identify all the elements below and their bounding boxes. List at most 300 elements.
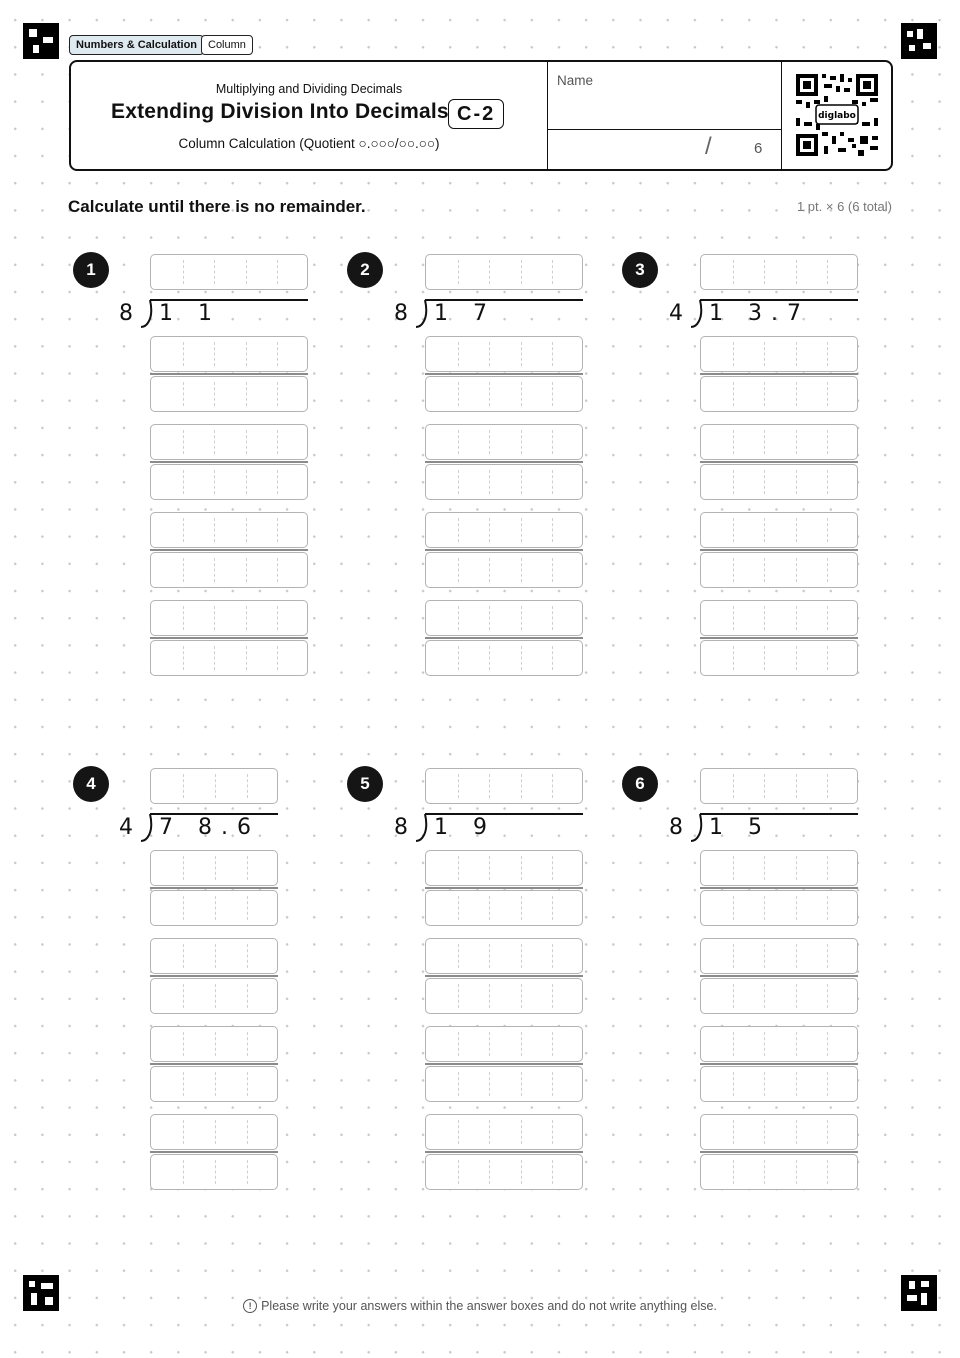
subtraction-line [150, 887, 278, 889]
answer-cell-divider [246, 646, 247, 670]
subtraction-line [700, 975, 858, 977]
dividend-value: 1 7 [434, 301, 496, 326]
answer-cell-divider [277, 518, 278, 542]
answer-cell-divider [183, 774, 184, 798]
work-row-box[interactable] [150, 464, 308, 500]
work-row-box[interactable] [150, 938, 278, 974]
divisor-value: 8 [119, 301, 133, 326]
unit-subtitle: Multiplying and Dividing Decimals [215, 82, 403, 96]
answer-cell-divider [796, 558, 797, 582]
answer-cell-divider [796, 856, 797, 880]
answer-cell-divider [247, 1160, 248, 1184]
answer-cell-divider [796, 944, 797, 968]
answer-cell-divider [827, 1120, 828, 1144]
answer-cell-divider [764, 558, 765, 582]
score-field[interactable] [547, 130, 782, 169]
answer-cell-divider [183, 1072, 184, 1096]
answer-cell-divider [489, 518, 490, 542]
answer-cell-divider [277, 382, 278, 406]
answer-cell-divider [247, 1072, 248, 1096]
answer-cell-divider [796, 984, 797, 1008]
answer-cell-divider [796, 896, 797, 920]
answer-cell-divider [458, 558, 459, 582]
answer-cell-divider [489, 382, 490, 406]
problem-number-badge: 2 [347, 252, 383, 288]
answer-cell-divider [521, 260, 522, 284]
answer-cell-divider [246, 606, 247, 630]
answer-cell-divider [489, 774, 490, 798]
work-row-box[interactable] [700, 1026, 858, 1062]
answer-cell-divider [827, 856, 828, 880]
answer-cell-divider [827, 606, 828, 630]
answer-cell-divider [183, 430, 184, 454]
work-row-box[interactable] [700, 512, 858, 548]
work-row-box[interactable] [150, 850, 278, 886]
answer-cell-divider [552, 646, 553, 670]
answer-cell-divider [733, 382, 734, 406]
answer-cell-divider [552, 1120, 553, 1144]
qr-label: diglabo [818, 111, 856, 121]
answer-cell-divider [277, 260, 278, 284]
answer-cell-divider [489, 896, 490, 920]
answer-cell-divider [764, 518, 765, 542]
work-row-box[interactable] [700, 978, 858, 1014]
answer-cell-divider [796, 774, 797, 798]
subtraction-line [150, 1063, 278, 1065]
answer-cell-divider [214, 518, 215, 542]
name-label: Name [557, 73, 594, 88]
answer-cell-divider [521, 430, 522, 454]
answer-cell-divider [214, 606, 215, 630]
format-tag: Column [201, 35, 253, 55]
work-row-box[interactable] [150, 424, 308, 460]
work-row-box[interactable] [700, 464, 858, 500]
answer-cell-divider [764, 260, 765, 284]
answer-cell-divider [458, 896, 459, 920]
answer-cell-divider [733, 558, 734, 582]
answer-cell-divider [552, 1072, 553, 1096]
worksheet-code: C-2 [448, 99, 504, 129]
corner-marker-top-left [23, 23, 59, 59]
work-row-box[interactable] [700, 336, 858, 372]
divisor-value: 4 [119, 815, 133, 840]
answer-cell-divider [183, 1120, 184, 1144]
problem-number-badge: 6 [622, 766, 658, 802]
answer-cell-divider [521, 646, 522, 670]
work-row-box[interactable] [700, 850, 858, 886]
dividend-value: 1 3.7 [709, 301, 810, 326]
work-row-box[interactable] [425, 1066, 583, 1102]
divisor-value: 8 [394, 815, 408, 840]
answer-cell-divider [796, 470, 797, 494]
answer-cell-divider [764, 944, 765, 968]
answer-cell-divider [247, 944, 248, 968]
answer-cell-divider [796, 1160, 797, 1184]
answer-cell-divider [764, 1072, 765, 1096]
answer-cell-divider [552, 896, 553, 920]
answer-cell-divider [827, 558, 828, 582]
header-title-area [71, 62, 547, 169]
answer-cell-divider [489, 1072, 490, 1096]
answer-cell-divider [552, 382, 553, 406]
name-field[interactable] [547, 62, 782, 130]
answer-cell-divider [215, 1160, 216, 1184]
answer-cell-divider [183, 382, 184, 406]
answer-cell-divider [489, 944, 490, 968]
work-row-box[interactable] [150, 890, 278, 926]
answer-cell-divider [183, 646, 184, 670]
answer-cell-divider [458, 944, 459, 968]
answer-cell-divider [183, 260, 184, 284]
answer-cell-divider [214, 558, 215, 582]
division-bracket [140, 813, 154, 843]
answer-cell-divider [764, 984, 765, 1008]
answer-cell-divider [796, 1072, 797, 1096]
work-row-box[interactable] [425, 1154, 583, 1190]
subtraction-line [150, 461, 308, 463]
answer-cell-divider [827, 1072, 828, 1096]
answer-cell-divider [521, 518, 522, 542]
division-bracket [690, 813, 704, 843]
work-row-box[interactable] [700, 1154, 858, 1190]
answer-cell-divider [215, 1120, 216, 1144]
footer-note [0, 1299, 960, 1313]
work-row-box[interactable] [425, 938, 583, 974]
answer-cell-divider [489, 430, 490, 454]
answer-cell-divider [458, 430, 459, 454]
answer-cell-divider [733, 944, 734, 968]
subtraction-line [150, 1151, 278, 1153]
answer-cell-divider [246, 518, 247, 542]
answer-cell-divider [214, 470, 215, 494]
work-row-box[interactable] [150, 600, 308, 636]
answer-cell-divider [183, 606, 184, 630]
work-row-box[interactable] [150, 376, 308, 412]
subtraction-line [425, 887, 583, 889]
answer-cell-divider [521, 470, 522, 494]
answer-cell-divider [827, 518, 828, 542]
answer-cell-divider [733, 342, 734, 366]
answer-cell-divider [796, 342, 797, 366]
answer-cell-divider [215, 944, 216, 968]
answer-cell-divider [764, 430, 765, 454]
divisor-value: 8 [394, 301, 408, 326]
worksheet-header [69, 60, 893, 171]
answer-cell-divider [214, 430, 215, 454]
answer-cell-divider [521, 382, 522, 406]
answer-cell-divider [247, 774, 248, 798]
answer-cell-divider [552, 470, 553, 494]
answer-cell-divider [552, 1032, 553, 1056]
answer-cell-divider [552, 558, 553, 582]
answer-cell-divider [521, 944, 522, 968]
answer-cell-divider [733, 1032, 734, 1056]
answer-cell-divider [277, 646, 278, 670]
answer-cell-divider [215, 856, 216, 880]
problem-number-badge: 3 [622, 252, 658, 288]
answer-cell-divider [552, 1160, 553, 1184]
subtraction-line [425, 373, 583, 375]
subtraction-line [700, 887, 858, 889]
answer-cell-divider [489, 856, 490, 880]
answer-cell-divider [764, 856, 765, 880]
problem-number-badge: 4 [73, 766, 109, 802]
answer-cell-divider [489, 984, 490, 1008]
answer-cell-divider [827, 382, 828, 406]
answer-cell-divider [247, 856, 248, 880]
answer-cell-divider [489, 558, 490, 582]
answer-cell-divider [764, 382, 765, 406]
answer-cell-divider [552, 430, 553, 454]
subtraction-line [425, 637, 583, 639]
work-row-box[interactable] [425, 600, 583, 636]
answer-cell-divider [827, 774, 828, 798]
divisor-value: 8 [669, 815, 683, 840]
work-row-box[interactable] [150, 552, 308, 588]
answer-cell-divider [458, 1072, 459, 1096]
qr-code-icon [796, 74, 878, 156]
subtraction-line [425, 1063, 583, 1065]
answer-cell-divider [827, 984, 828, 1008]
subtraction-line [425, 549, 583, 551]
answer-cell-divider [827, 470, 828, 494]
answer-cell-divider [521, 856, 522, 880]
answer-cell-divider [552, 944, 553, 968]
work-row-box[interactable] [425, 1114, 583, 1150]
answer-cell-divider [827, 430, 828, 454]
answer-cell-divider [827, 1160, 828, 1184]
answer-cell-divider [521, 774, 522, 798]
answer-cell-divider [489, 1160, 490, 1184]
answer-cell-divider [796, 646, 797, 670]
answer-cell-divider [827, 1032, 828, 1056]
answer-cell-divider [183, 984, 184, 1008]
work-row-box[interactable] [425, 552, 583, 588]
quotient-answer-box[interactable] [150, 768, 278, 804]
answer-cell-divider [521, 342, 522, 366]
answer-cell-divider [796, 1120, 797, 1144]
answer-cell-divider [458, 984, 459, 1008]
answer-cell-divider [827, 260, 828, 284]
answer-cell-divider [277, 430, 278, 454]
answer-cell-divider [552, 856, 553, 880]
answer-cell-divider [827, 342, 828, 366]
work-row-box[interactable] [425, 336, 583, 372]
answer-cell-divider [489, 646, 490, 670]
answer-cell-divider [458, 1032, 459, 1056]
work-row-box[interactable] [700, 1066, 858, 1102]
score-max: 6 [754, 140, 763, 157]
subtraction-line [700, 461, 858, 463]
answer-cell-divider [521, 606, 522, 630]
instruction-text: Calculate until there is no remainder. [68, 197, 366, 216]
work-row-box[interactable] [150, 978, 278, 1014]
worksheet-description: Column Calculation (Quotient ○.○○○/○○.○○) [178, 136, 440, 151]
subtraction-line [150, 373, 308, 375]
answer-cell-divider [183, 896, 184, 920]
answer-cell-divider [733, 1160, 734, 1184]
answer-cell-divider [214, 646, 215, 670]
answer-cell-divider [489, 606, 490, 630]
answer-cell-divider [183, 856, 184, 880]
work-row-box[interactable] [700, 376, 858, 412]
work-row-box[interactable] [700, 600, 858, 636]
subject-tag: Numbers & Calculation [69, 35, 204, 55]
answer-cell-divider [246, 558, 247, 582]
division-bracket [690, 299, 704, 329]
work-row-box[interactable] [700, 552, 858, 588]
work-row-box[interactable] [700, 890, 858, 926]
subtraction-line [150, 549, 308, 551]
answer-cell-divider [733, 896, 734, 920]
answer-cell-divider [827, 944, 828, 968]
answer-cell-divider [214, 382, 215, 406]
answer-cell-divider [552, 342, 553, 366]
work-row-box[interactable] [425, 464, 583, 500]
answer-cell-divider [489, 1120, 490, 1144]
work-row-box[interactable] [425, 850, 583, 886]
answer-cell-divider [183, 470, 184, 494]
answer-cell-divider [458, 1120, 459, 1144]
info-icon: ! [243, 1299, 257, 1313]
answer-cell-divider [458, 518, 459, 542]
answer-cell-divider [458, 382, 459, 406]
work-row-box[interactable] [425, 890, 583, 926]
division-bracket [415, 299, 429, 329]
answer-cell-divider [215, 896, 216, 920]
answer-cell-divider [521, 558, 522, 582]
quotient-answer-box[interactable] [425, 254, 583, 290]
answer-cell-divider [277, 558, 278, 582]
answer-cell-divider [246, 260, 247, 284]
work-row-box[interactable] [700, 640, 858, 676]
work-row-box[interactable] [425, 424, 583, 460]
division-bracket [140, 299, 154, 329]
answer-cell-divider [521, 1160, 522, 1184]
work-row-box[interactable] [150, 1066, 278, 1102]
work-row-box[interactable] [425, 1026, 583, 1062]
answer-cell-divider [764, 1120, 765, 1144]
answer-cell-divider [183, 944, 184, 968]
quotient-answer-box[interactable] [700, 254, 858, 290]
answer-cell-divider [552, 606, 553, 630]
answer-cell-divider [247, 984, 248, 1008]
answer-cell-divider [552, 774, 553, 798]
answer-cell-divider [733, 260, 734, 284]
answer-cell-divider [458, 470, 459, 494]
answer-cell-divider [489, 1032, 490, 1056]
answer-cell-divider [796, 606, 797, 630]
work-row-box[interactable] [150, 1114, 278, 1150]
answer-cell-divider [214, 260, 215, 284]
answer-cell-divider [214, 342, 215, 366]
answer-cell-divider [796, 382, 797, 406]
problem-number-badge: 1 [73, 252, 109, 288]
subtraction-line [700, 637, 858, 639]
work-row-box[interactable] [150, 336, 308, 372]
answer-cell-divider [733, 430, 734, 454]
answer-cell-divider [552, 984, 553, 1008]
work-row-box[interactable] [150, 1154, 278, 1190]
answer-cell-divider [521, 1120, 522, 1144]
answer-cell-divider [733, 646, 734, 670]
answer-cell-divider [489, 342, 490, 366]
answer-cell-divider [733, 606, 734, 630]
qr-area [781, 62, 892, 169]
subtraction-line [700, 1151, 858, 1153]
answer-cell-divider [489, 470, 490, 494]
answer-cell-divider [247, 896, 248, 920]
work-row-box[interactable] [700, 424, 858, 460]
subtraction-line [150, 975, 278, 977]
subtraction-line [700, 1063, 858, 1065]
answer-cell-divider [552, 260, 553, 284]
answer-cell-divider [764, 606, 765, 630]
answer-cell-divider [796, 260, 797, 284]
answer-cell-divider [521, 984, 522, 1008]
answer-cell-divider [733, 470, 734, 494]
dividend-value: 1 1 [159, 301, 221, 326]
work-row-box[interactable] [425, 512, 583, 548]
worksheet-title: Extending Division Into Decimals [111, 100, 449, 123]
answer-cell-divider [246, 430, 247, 454]
answer-cell-divider [733, 1120, 734, 1144]
work-row-box[interactable] [150, 1026, 278, 1062]
work-row-box[interactable] [425, 376, 583, 412]
subtraction-line [425, 1151, 583, 1153]
answer-cell-divider [796, 1032, 797, 1056]
answer-cell-divider [215, 1032, 216, 1056]
answer-cell-divider [733, 856, 734, 880]
answer-cell-divider [458, 342, 459, 366]
answer-cell-divider [489, 260, 490, 284]
answer-cell-divider [458, 646, 459, 670]
answer-cell-divider [458, 606, 459, 630]
work-row-box[interactable] [425, 978, 583, 1014]
answer-cell-divider [764, 896, 765, 920]
quotient-answer-box[interactable] [700, 768, 858, 804]
work-row-box[interactable] [150, 512, 308, 548]
answer-cell-divider [521, 1032, 522, 1056]
score-slash: / [705, 133, 712, 160]
answer-cell-divider [215, 1072, 216, 1096]
answer-cell-divider [277, 470, 278, 494]
work-row-box[interactable] [700, 1114, 858, 1150]
answer-cell-divider [733, 984, 734, 1008]
answer-cell-divider [458, 856, 459, 880]
answer-cell-divider [796, 430, 797, 454]
work-row-box[interactable] [425, 640, 583, 676]
answer-cell-divider [796, 518, 797, 542]
subtraction-line [425, 975, 583, 977]
subtraction-line [425, 461, 583, 463]
work-row-box[interactable] [700, 938, 858, 974]
answer-cell-divider [458, 1160, 459, 1184]
quotient-answer-box[interactable] [425, 768, 583, 804]
answer-cell-divider [183, 558, 184, 582]
answer-cell-divider [246, 470, 247, 494]
answer-cell-divider [458, 774, 459, 798]
quotient-answer-box[interactable] [150, 254, 308, 290]
answer-cell-divider [246, 382, 247, 406]
work-row-box[interactable] [150, 640, 308, 676]
answer-cell-divider [764, 1032, 765, 1056]
answer-cell-divider [277, 606, 278, 630]
dividend-value: 7 8.6 [159, 815, 260, 840]
divisor-value: 4 [669, 301, 683, 326]
answer-cell-divider [247, 1032, 248, 1056]
subtraction-line [150, 637, 308, 639]
